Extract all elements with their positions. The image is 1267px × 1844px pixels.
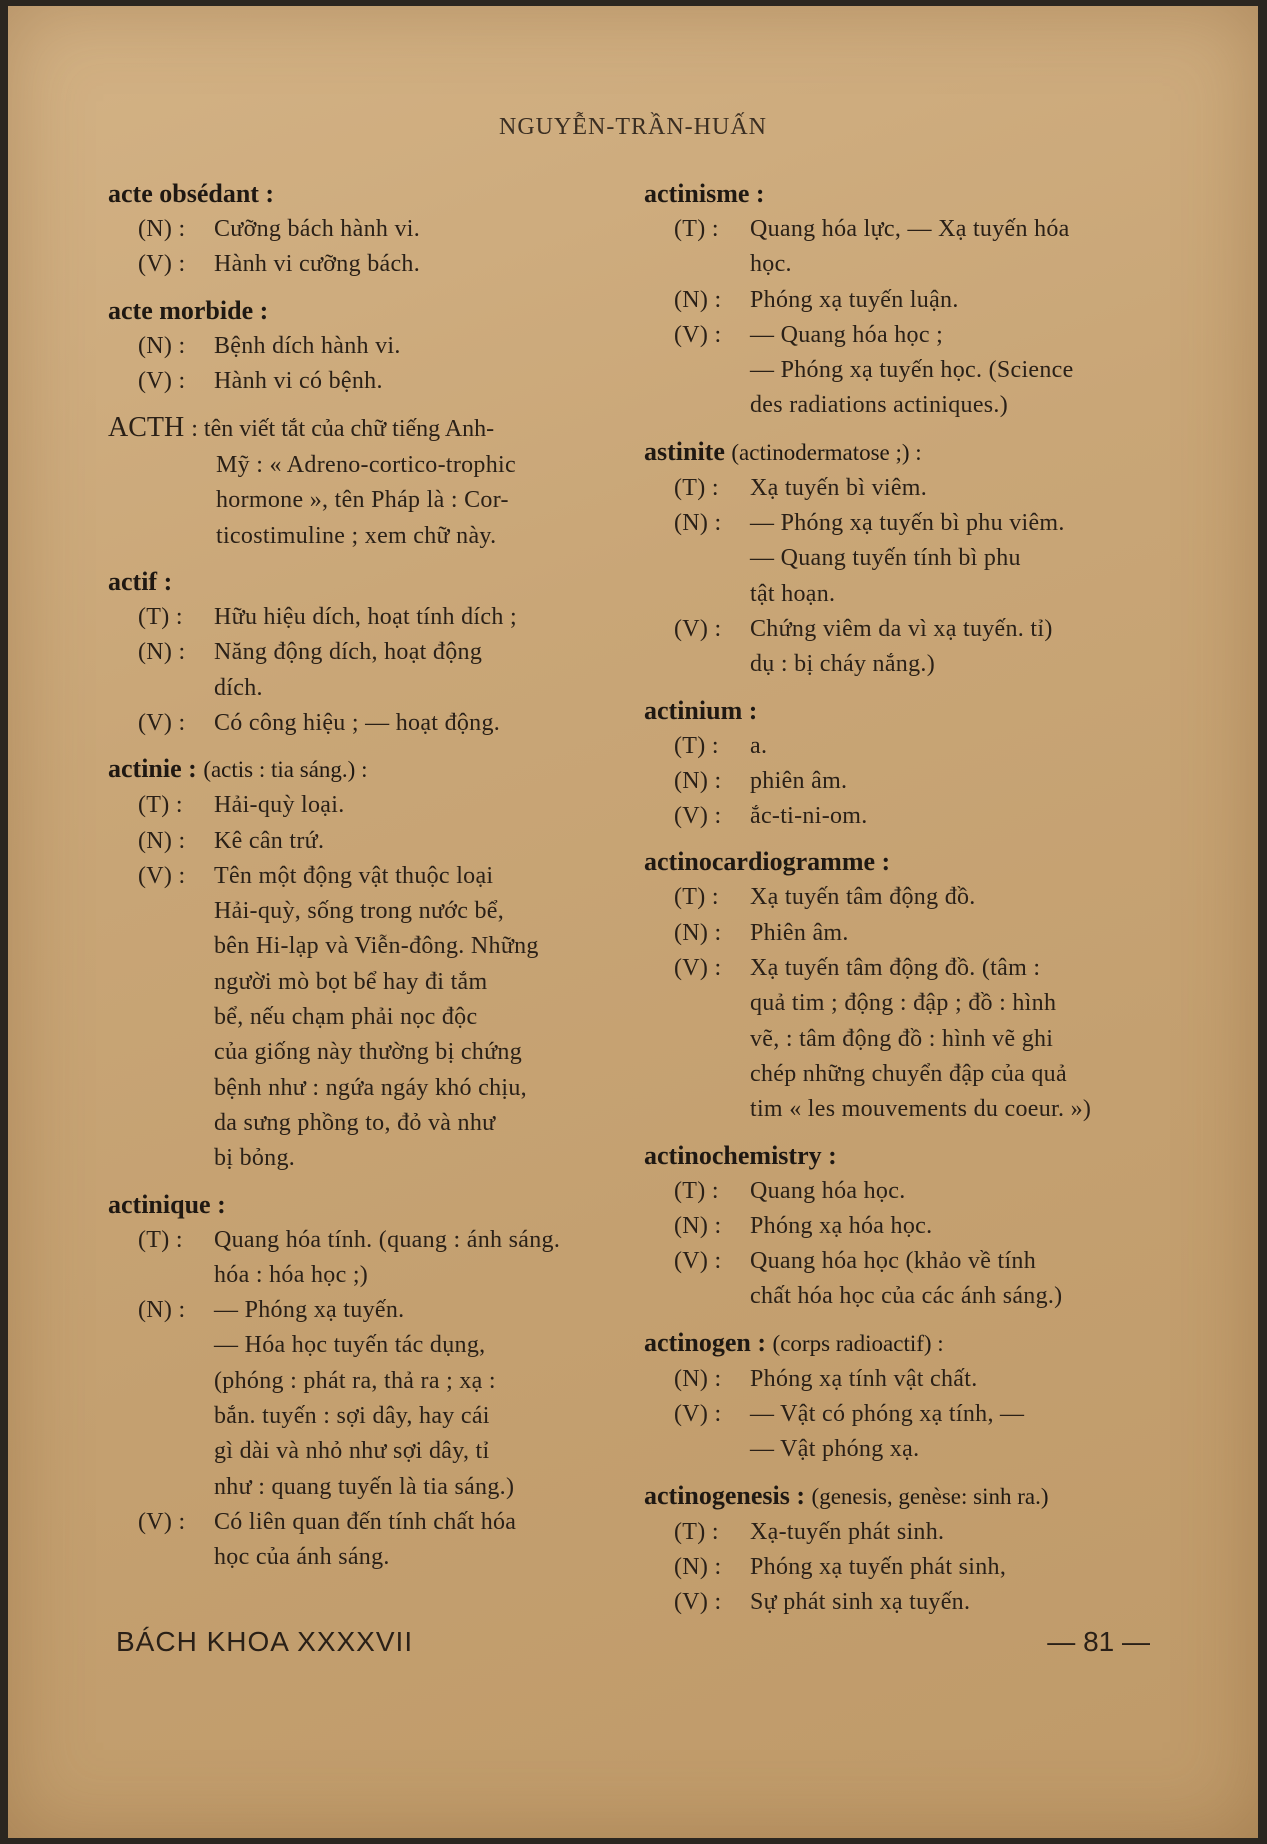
entry-continuation: vẽ, : tâm động đồ : hình vẽ ghi [750, 1025, 1054, 1052]
entry-line [644, 764, 1164, 799]
entry-headword-line [108, 1187, 618, 1223]
entry-headword-line [644, 434, 1164, 471]
entry-tag: (V) : [674, 1248, 722, 1275]
entry-tag: (V) : [138, 251, 186, 278]
entry-line [644, 612, 1164, 647]
entry-text: Hữu hiệu dích, hoạt tính dích ; [214, 604, 517, 631]
entry-tag: (T) : [674, 732, 719, 759]
entry-text: Phóng xạ hóa học. [750, 1212, 933, 1239]
entry-line [644, 1362, 1164, 1397]
entry-tag: (T) : [138, 1226, 183, 1253]
right-column [644, 176, 1164, 1631]
entry-tag: (V) : [138, 862, 186, 889]
entry-line [108, 1505, 618, 1540]
entry-tag: (V) : [674, 321, 722, 348]
entry-headword: actinique : [108, 1189, 226, 1219]
entry-line [644, 916, 1164, 951]
entry-text: Hành vi có bệnh. [214, 367, 383, 394]
entry-tag: (N) : [138, 216, 186, 242]
dictionary-entry [108, 293, 618, 400]
entry-continuation: chất hóa học của các ánh sáng.) [750, 1283, 1063, 1310]
entry-text: Phóng xạ tuyến phát sinh, [750, 1553, 1007, 1580]
entry-tag: (N) : [674, 1365, 722, 1392]
entry-continuation: — Vật phóng xạ. [750, 1436, 920, 1463]
entry-continuation: bể, nếu chạm phải nọc độc [214, 1004, 478, 1031]
entry-line [644, 1515, 1164, 1550]
left-column [108, 176, 618, 1586]
entry-continuation: quả tim ; động : đập ; đồ : hình [750, 990, 1057, 1017]
dictionary-entry [644, 1478, 1164, 1621]
entry-continuation: chép những chuyển đập của quả [750, 1060, 1067, 1087]
entry-tag: (N) : [138, 639, 186, 666]
entry-line [644, 1244, 1164, 1279]
dictionary-entry [644, 693, 1164, 835]
dictionary-entry [644, 176, 1164, 424]
dictionary-entry [644, 1325, 1164, 1468]
dictionary-entry [108, 409, 618, 554]
entry-headword-line [644, 1478, 1164, 1515]
entry-text: — Phóng xạ tuyến bì phu viêm. [750, 510, 1065, 537]
entry-tag: (T) : [674, 1518, 719, 1545]
dictionary-entry [108, 564, 618, 741]
entry-continuation: ticostimuline ; xem chữ này. [216, 522, 497, 549]
entry-text: Phóng xạ tuyến luận. [750, 286, 959, 313]
entry-tag: (N) : [674, 1553, 722, 1580]
entry-headword-line [108, 176, 618, 212]
dictionary-entry [108, 751, 618, 1176]
entry-headword: actinogenesis : [644, 1480, 806, 1510]
entry-headword: actinie : [108, 754, 197, 784]
entry-line [644, 951, 1164, 986]
entry-continuation: tim « les mouvements du coeur. ») [750, 1096, 1092, 1123]
entry-text: Tên một động vật thuộc loại [214, 862, 494, 889]
entry-tag: (N) : [138, 827, 186, 854]
entry-continuation: — Quang tuyến tính bì phu [750, 545, 1021, 572]
entry-tag: (N) : [674, 1212, 722, 1239]
entry-continuation: bị bỏng. [214, 1145, 296, 1172]
entry-headword-line [644, 1325, 1164, 1362]
entry-text: Hành vi cưỡng bách. [214, 251, 421, 278]
entry-text: Phóng xạ tính vật chất. [750, 1365, 978, 1392]
dictionary-entry [644, 434, 1164, 683]
entry-headword: actif : [108, 567, 173, 597]
entry-headword-line [108, 751, 618, 788]
entry-tag: (N) : [674, 510, 722, 537]
entry-tag: (N) : [138, 1297, 186, 1324]
entry-headword-line [644, 693, 1164, 729]
entry-headword-line [644, 1138, 1164, 1174]
entry-headword: astinite [644, 436, 725, 466]
entry-continuation: bắn. tuyến : sợi dây, hay cái [214, 1403, 490, 1430]
entry-text: Quang hóa học (khảo về tính [750, 1248, 1037, 1275]
entry-text: — Vật có phóng xạ tính, — [750, 1401, 1025, 1428]
entry-continuation: des radiations actiniques.) [750, 392, 1009, 419]
entry-continuation: của giống này thường bị chứng [214, 1039, 523, 1066]
entry-line [108, 859, 618, 894]
entry-headword: actinochemistry : [644, 1140, 837, 1170]
entry-line [644, 1550, 1164, 1585]
entry-text: Phiên âm. [750, 919, 849, 946]
entry-text: Quang hóa lực, — Xạ tuyến hóa [750, 216, 1070, 242]
entry-tag: (N) : [674, 919, 722, 946]
entry-continuation: hormone », tên Pháp là : Cor- [216, 487, 509, 514]
entry-headword-note: (actinodermatose ;) : [731, 439, 922, 465]
entry-tag: (N) : [674, 286, 722, 313]
entry-continuation: bên Hi-lạp và Viễn-đông. Những [214, 933, 539, 960]
entry-line [108, 212, 618, 247]
entry-continuation: học. [750, 251, 792, 278]
entry-tag: (V) : [138, 709, 186, 736]
entry-line [108, 788, 618, 823]
entry-text: phiên âm. [750, 767, 848, 794]
entry-line [644, 1397, 1164, 1432]
entry-text: Kê cân trứ. [214, 827, 325, 854]
dictionary-entry [644, 1138, 1164, 1315]
entry-headword: actinogen : [644, 1327, 767, 1357]
entry-line [108, 635, 618, 670]
entry-tag: (V) : [674, 955, 722, 982]
entry-line [644, 318, 1164, 353]
entry-line [644, 1174, 1164, 1209]
entry-headword: ACTH [108, 412, 185, 444]
entry-headword: acte morbide : [108, 295, 269, 325]
entry-text: Quang hóa học. [750, 1177, 906, 1204]
entry-continuation: học của ánh sáng. [214, 1544, 390, 1571]
entry-text: Xạ-tuyến phát sinh. [750, 1518, 945, 1545]
entry-tag: (T) : [138, 792, 183, 819]
document-page [8, 6, 1258, 1838]
entry-tag: (T) : [674, 1177, 719, 1204]
entry-text: — Quang hóa học ; [750, 321, 944, 348]
entry-headword: acte obsédant : [108, 179, 275, 208]
entry-tag: (T) : [138, 604, 183, 631]
entry-text: Sự phát sinh xạ tuyến. [750, 1589, 971, 1616]
entry-continuation: tật hoạn. [750, 580, 836, 607]
entry-tag: (V) : [674, 615, 722, 642]
entry-text: — Phóng xạ tuyến. [214, 1297, 405, 1324]
entry-line [108, 329, 618, 364]
entry-continuation: dụ : bị cháy nắng.) [750, 651, 935, 678]
entry-line [108, 1223, 618, 1258]
entry-headword-note: (actis : tia sáng.) : [203, 757, 368, 783]
entry-text: Xạ tuyến tâm động đồ. [750, 884, 976, 911]
entry-line [644, 1585, 1164, 1620]
page-header: NGUYỄN-TRẦN-HUẤN [499, 114, 767, 140]
entry-headword-line [108, 564, 618, 600]
entry-headword: actinocardiogramme : [644, 847, 891, 877]
entry-line [644, 471, 1164, 506]
entry-continuation: bệnh như : ngứa ngáy khó chịu, [214, 1074, 527, 1101]
entry-text: : tên viết tắt của chữ tiếng Anh- [191, 416, 495, 443]
entry-line [108, 364, 618, 399]
entry-line [644, 212, 1164, 247]
entry-tag: (V) : [674, 1589, 722, 1616]
entry-line [108, 600, 618, 635]
entry-text: Có công hiệu ; — hoạt động. [214, 709, 501, 736]
entry-continuation: như : quang tuyến là tia sáng.) [214, 1473, 515, 1500]
entry-text: Xạ tuyến bì viêm. [750, 474, 928, 501]
entry-headword-line [644, 844, 1164, 880]
entry-line [108, 824, 618, 859]
entry-tag: (V) : [138, 1508, 186, 1535]
entry-text: Năng động dích, hoạt động [214, 639, 483, 666]
entry-headword-note: (genesis, genèse: sinh ra.) [811, 1483, 1049, 1509]
entry-line [644, 1209, 1164, 1244]
entry-headword: actinisme : [644, 179, 765, 208]
dictionary-entry [108, 176, 618, 283]
dictionary-entry [644, 844, 1164, 1127]
entry-text: Có liên quan đến tính chất hóa [214, 1508, 517, 1535]
entry-continuation: gì dài và nhỏ như sợi dây, tỉ [214, 1438, 490, 1465]
entry-headword-line [108, 293, 618, 329]
entry-text: a. [750, 732, 768, 759]
entry-tag: (T) : [674, 216, 719, 242]
entry-continuation: dích. [214, 674, 263, 701]
entry-text: Cưỡng bách hành vi. [214, 216, 421, 242]
entry-tag: (T) : [674, 884, 719, 911]
entry-headword-line [108, 409, 618, 448]
entry-text: Hải-quỳ loại. [214, 792, 345, 819]
entry-continuation: (phóng : phát ra, thả ra ; xạ : [214, 1367, 496, 1394]
entry-tag: (N) : [674, 767, 722, 794]
entry-headword-line [644, 176, 1164, 212]
entry-continuation: Mỹ : « Adreno-cortico-trophic [216, 452, 516, 479]
entry-headword: actinium : [644, 695, 758, 725]
entry-continuation: Hải-quỳ, sống trong nước bể, [214, 898, 505, 925]
dictionary-entry [108, 1187, 618, 1576]
entry-tag: (V) : [674, 1401, 722, 1428]
footer-page-number: — 81 — [1047, 1626, 1150, 1657]
entry-tag: (N) : [138, 332, 186, 359]
entry-line [644, 729, 1164, 764]
footer-publication: BÁCH KHOA XXXXVII [116, 1626, 414, 1657]
entry-line [644, 283, 1164, 318]
entry-headword-note: (corps radioactif) : [772, 1330, 944, 1356]
entry-line [644, 880, 1164, 915]
entry-text: Bệnh dích hành vi. [214, 332, 401, 359]
entry-continuation: da sưng phồng to, đỏ và như [214, 1109, 496, 1136]
entry-line [644, 506, 1164, 541]
entry-continuation: người mò bọt bể hay đi tắm [214, 968, 488, 995]
entry-line [108, 706, 618, 741]
entry-text: Quang hóa tính. (quang : ánh sáng. [214, 1226, 561, 1253]
entry-continuation: — Hóa học tuyến tác dụng, [214, 1332, 486, 1359]
entry-text: Xạ tuyến tâm động đồ. (tâm : [750, 955, 1041, 982]
entry-tag: (V) : [674, 803, 722, 830]
entry-line [108, 1293, 618, 1328]
entry-continuation: — Phóng xạ tuyến học. (Science [750, 357, 1074, 384]
entry-tag: (V) : [138, 367, 186, 394]
entry-tag: (T) : [674, 474, 719, 501]
entry-continuation: hóa : hóa học ;) [214, 1261, 369, 1288]
entry-line [644, 799, 1164, 834]
entry-line [108, 247, 618, 282]
entry-text: ắc-ti-ni-om. [750, 803, 868, 830]
entry-text: Chứng viêm da vì xạ tuyến. tỉ) [750, 615, 1053, 642]
